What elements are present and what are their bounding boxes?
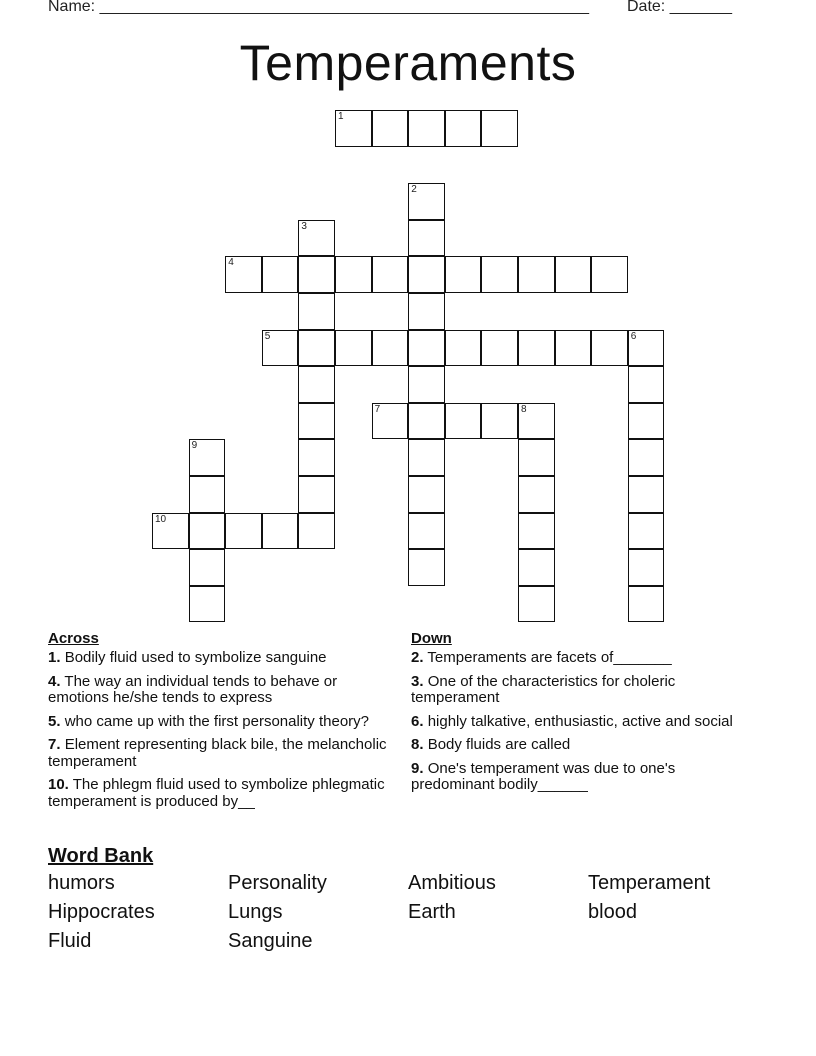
crossword-cell[interactable] xyxy=(408,366,445,403)
clue-across-7: 7. Element representing black bile, the melancholic temperament xyxy=(48,736,387,770)
clue-number: 3 xyxy=(301,220,307,232)
crossword-cell[interactable] xyxy=(298,513,335,550)
crossword-cell[interactable] xyxy=(408,403,445,440)
word-bank xyxy=(48,872,768,953)
crossword-cell[interactable] xyxy=(189,439,226,476)
clue-across-5: 5. who came up with the first personality theory? xyxy=(48,712,370,730)
word-bank-item: Personality xyxy=(228,872,327,894)
crossword-cell[interactable] xyxy=(408,293,445,330)
clue-number: 7 xyxy=(374,403,381,415)
crossword-cell[interactable] xyxy=(591,256,628,293)
word-bank-item: Ambitious xyxy=(408,872,496,894)
crossword-cell[interactable] xyxy=(518,476,555,513)
down-clues xyxy=(411,630,761,801)
clue-down-9: 9. One's temperament was due to one's predominant bodily______ xyxy=(411,759,676,793)
crossword-cell[interactable] xyxy=(408,330,445,367)
crossword-cell[interactable] xyxy=(555,256,592,293)
crossword-cell[interactable] xyxy=(298,330,335,367)
crossword-cell[interactable] xyxy=(189,586,226,623)
crossword-cell[interactable] xyxy=(298,476,335,513)
clue-number: 5 xyxy=(264,330,271,342)
crossword-cell[interactable] xyxy=(628,330,665,367)
crossword-cell[interactable] xyxy=(445,110,482,147)
crossword-cell[interactable] xyxy=(189,513,226,550)
crossword-cell[interactable] xyxy=(372,403,409,440)
crossword-cell[interactable] xyxy=(298,366,335,403)
crossword-cell[interactable] xyxy=(262,330,299,367)
date-field-line[interactable]: Date: _______ xyxy=(627,0,732,15)
word-bank-item: Hippocrates xyxy=(48,901,155,923)
word-bank-item: Sanguine xyxy=(228,930,313,952)
across-heading: Across xyxy=(48,630,99,647)
clue-number: 1 xyxy=(338,111,344,122)
crossword-cell[interactable] xyxy=(628,513,665,550)
crossword-cell[interactable] xyxy=(555,330,592,367)
crossword-cell[interactable] xyxy=(481,403,518,440)
clue-number: 8 xyxy=(521,403,527,415)
clue-across-4: 4. The way an individual tends to behave or emotions he/she tends to express xyxy=(48,672,338,706)
crossword-cell[interactable] xyxy=(298,220,335,257)
across-clues xyxy=(48,630,398,817)
clue-number: 2 xyxy=(411,184,417,196)
crossword-cell[interactable] xyxy=(445,256,482,293)
crossword-cell[interactable] xyxy=(481,330,518,367)
crossword-cell[interactable] xyxy=(298,403,335,440)
clue-number: 10 xyxy=(155,513,167,525)
clue-down-8: 8. Body fluids are called xyxy=(411,736,571,753)
crossword-cell[interactable] xyxy=(262,513,299,550)
crossword-cell[interactable] xyxy=(335,256,372,293)
crossword-cell[interactable] xyxy=(335,330,372,367)
clue-down-2: 2. Temperaments are facets of_______ xyxy=(411,649,672,666)
down-heading: Down xyxy=(411,630,452,647)
crossword-cell[interactable] xyxy=(335,110,372,147)
crossword-cell[interactable] xyxy=(408,183,445,220)
crossword-cell[interactable] xyxy=(408,476,445,513)
crossword-cell[interactable] xyxy=(372,110,409,147)
crossword-cell[interactable] xyxy=(628,586,665,623)
crossword-cell[interactable] xyxy=(225,513,262,550)
crossword-cell[interactable] xyxy=(189,476,226,513)
word-bank-item: blood xyxy=(588,901,637,923)
clue-across-1: 1. Bodily fluid used to symbolize sanguine xyxy=(48,649,327,666)
crossword-cell[interactable] xyxy=(628,366,665,403)
clue-number: 6 xyxy=(630,330,637,342)
crossword-cell[interactable] xyxy=(518,439,555,476)
crossword-cell[interactable] xyxy=(518,256,555,293)
crossword-cell[interactable] xyxy=(408,513,445,550)
crossword-cell[interactable] xyxy=(408,549,445,586)
word-bank-item: Lungs xyxy=(228,901,283,923)
crossword-cell[interactable] xyxy=(408,220,445,257)
word-bank-item: Earth xyxy=(408,901,456,923)
crossword-cell[interactable] xyxy=(518,586,555,623)
crossword-cell[interactable] xyxy=(408,439,445,476)
crossword-cell[interactable] xyxy=(518,330,555,367)
crossword-cell[interactable] xyxy=(372,256,409,293)
crossword-cell[interactable] xyxy=(152,513,189,550)
crossword-cell[interactable] xyxy=(298,293,335,330)
crossword-cell[interactable] xyxy=(262,256,299,293)
crossword-cell[interactable] xyxy=(628,403,665,440)
crossword-cell[interactable] xyxy=(445,330,482,367)
crossword-cell[interactable] xyxy=(518,513,555,550)
clue-across-10: 10. The phlegm fluid used to symbolize phlegmatic temperament is produced by__ xyxy=(48,776,385,810)
crossword-cell[interactable] xyxy=(628,549,665,586)
word-bank-item: Temperament xyxy=(588,872,711,894)
crossword-cell[interactable] xyxy=(518,403,555,440)
crossword-cell[interactable] xyxy=(298,439,335,476)
crossword-cell[interactable] xyxy=(481,110,518,147)
crossword-cell[interactable] xyxy=(189,549,226,586)
crossword-cell[interactable] xyxy=(518,549,555,586)
clue-down-3: 3. One of the characteristics for choleric temperament xyxy=(411,672,676,706)
crossword-cell[interactable] xyxy=(298,256,335,293)
crossword-cell[interactable] xyxy=(628,439,665,476)
word-bank-title: Word Bank xyxy=(48,845,154,867)
crossword-cell[interactable] xyxy=(408,110,445,147)
crossword-cell[interactable] xyxy=(372,330,409,367)
crossword-cell[interactable] xyxy=(225,256,262,293)
clue-down-6: 6. highly talkative, enthusiastic, active and social xyxy=(411,712,733,730)
crossword-cell[interactable] xyxy=(481,256,518,293)
name-field-line[interactable]: Name: _______________________________________________________ xyxy=(48,0,589,15)
clue-number: 9 xyxy=(191,440,198,452)
crossword-cell[interactable] xyxy=(445,403,482,440)
clue-number: 4 xyxy=(228,257,234,269)
crossword-cell[interactable] xyxy=(628,476,665,513)
crossword-cell[interactable] xyxy=(408,256,445,293)
word-bank-item: humors xyxy=(48,872,115,894)
crossword-cell[interactable] xyxy=(591,330,628,367)
page-title: Temperaments xyxy=(239,35,577,91)
word-bank-item: Fluid xyxy=(48,930,92,952)
